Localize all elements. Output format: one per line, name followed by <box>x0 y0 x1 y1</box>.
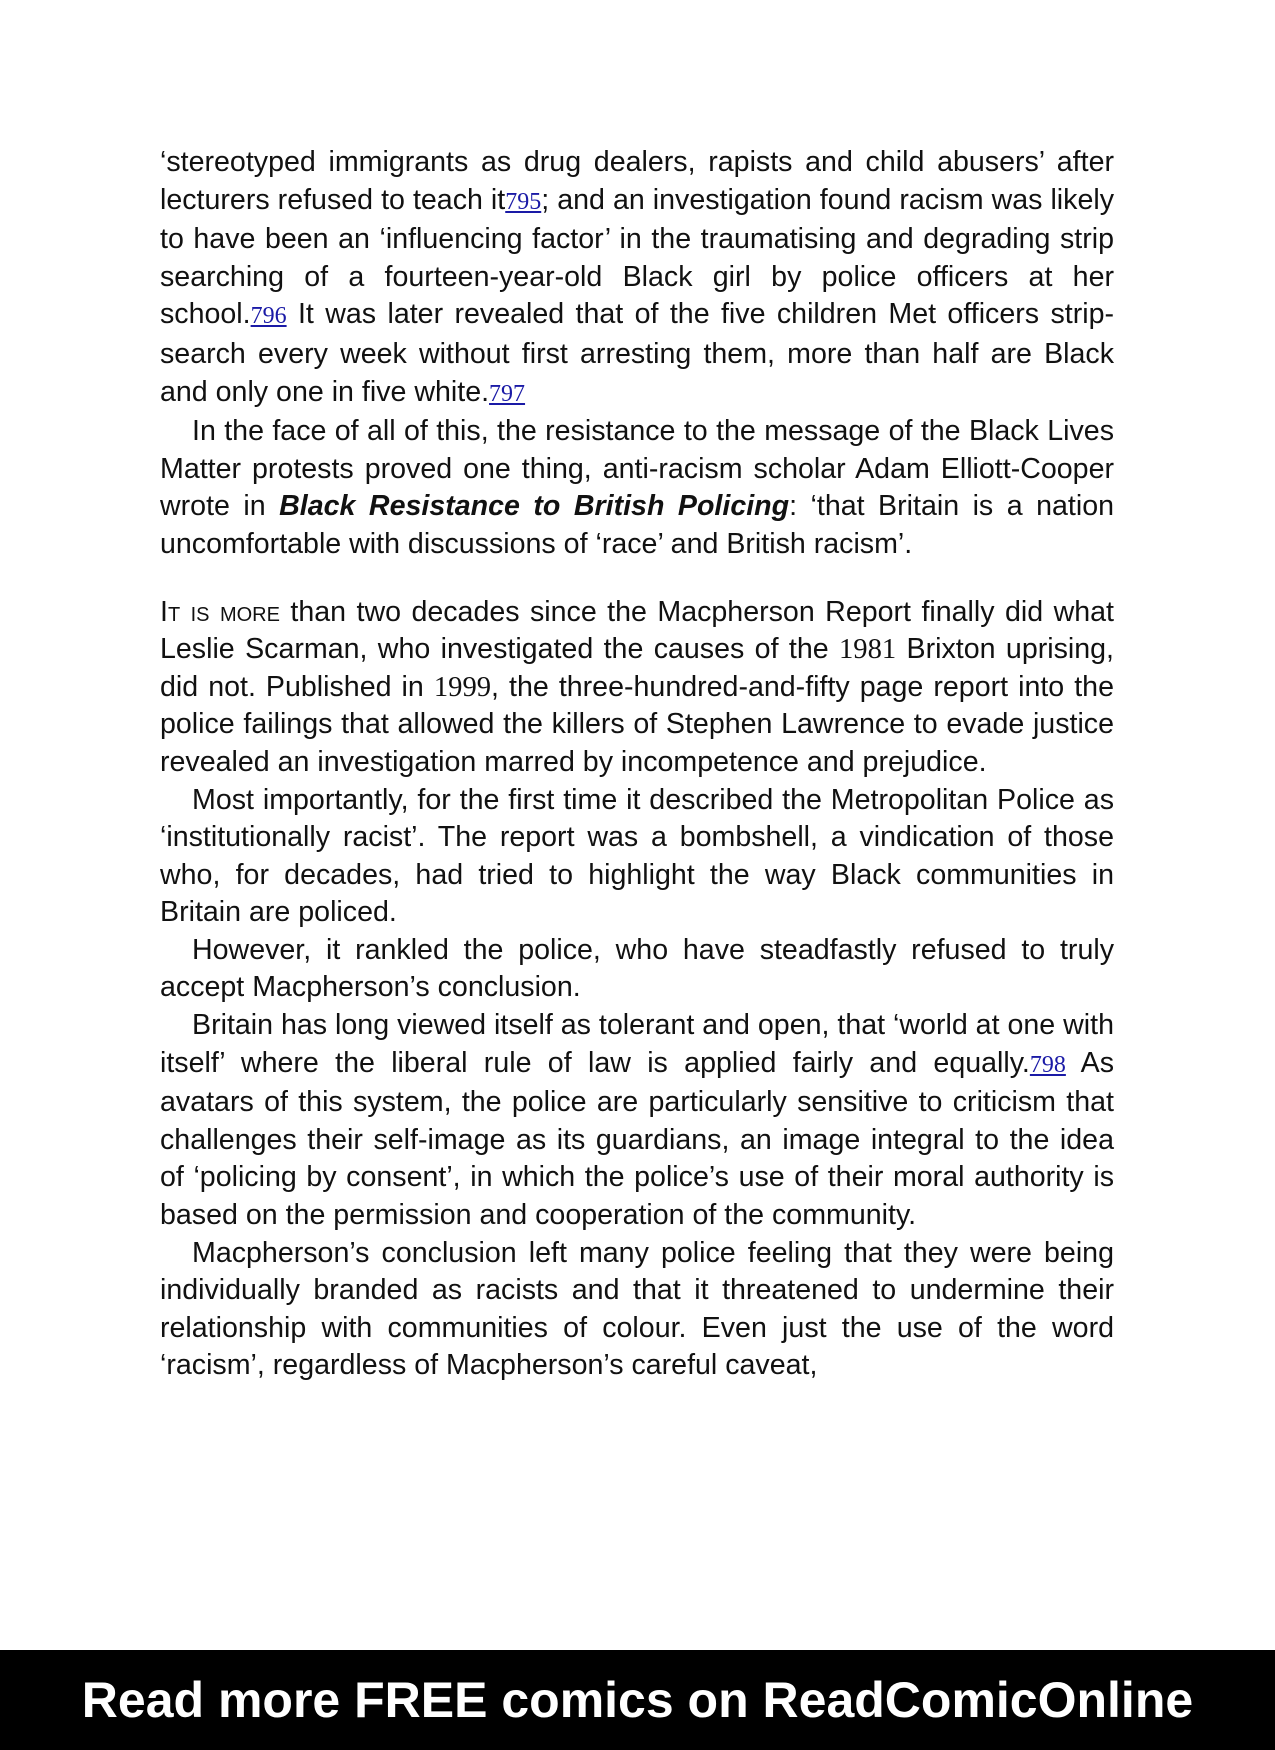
text: than two decades since the Macpherson Report finally did what Leslie Scarman, who investigated the causes of the <box>160 595 1114 666</box>
year-1999: 1999 <box>433 671 492 703</box>
text: ; and an investigation found racism was likely to have been an ‘influencing factor’ in the traumatising and degrading strip searching of a fourteen-year-old Black girl by police officers at her school. <box>160 183 1114 331</box>
text: Brixton uprising, did not. Published in <box>160 633 1114 703</box>
text: It was later revealed that of the five children Met officers strip-search every week without first arresting them, more than half are Black and only one in five white. <box>160 298 1114 408</box>
section-lead-in: It is more <box>160 595 280 628</box>
text: Britain has long viewed itself as tolerant and open, that ‘world at one with itself’ where the liberal rule of law is applied fairly and equally. <box>160 1009 1114 1079</box>
paragraph-3 <box>160 594 1114 782</box>
paragraph-5: However, it rankled the police, who have steadfastly refused to truly accept Macpherson’s conclusion. <box>160 933 1114 1004</box>
book-title: Black Resistance to British Policing <box>279 490 790 523</box>
text: ‘stereotyped immigrants as drug dealers, rapists and child abusers’ after lecturers refused to teach it <box>160 146 1114 216</box>
footnote-link-796[interactable]: 796 <box>250 303 287 330</box>
footnote-link-795[interactable]: 795 <box>505 188 542 215</box>
page-body <box>160 144 1114 1385</box>
footnote-link-797[interactable]: 797 <box>489 380 526 407</box>
paragraph-1 <box>160 144 1114 413</box>
paragraph-6 <box>160 1007 1114 1235</box>
text: As avatars of this system, the police are particularly sensitive to criticism that challenges their self-image as its guardians, an image integral to the idea of ‘policing by consent’, in which the police’s use of their moral authority is based on the permission and cooperation of the community. <box>160 1046 1114 1232</box>
paragraph-7: Macpherson’s conclusion left many police feeling that they were being individually branded as racists and that it threatened to undermine their relationship with communities of colour. Even just the use of the word ‘racism’, regardless of Macpherson’s careful caveat, <box>160 1236 1114 1382</box>
text: , the three-hundred-and-fifty page report into the police failings that allowed the killers of Stephen Lawrence to evade justice revealed an investigation marred by incompetence and prejudice. <box>160 670 1114 778</box>
paragraph-2 <box>160 413 1114 563</box>
text: In the face of all of this, the resistance to the message of the Black Lives Matter protests proved one thing, anti-racism scholar Adam Elliott-Cooper wrote in <box>160 415 1114 523</box>
text: : ‘that Britain is a nation uncomfortable with discussions of ‘race’ and British racism’. <box>160 490 1114 560</box>
paragraph-4: Most importantly, for the first time it described the Metropolitan Police as ‘institutionally racist’. The report was a bombshell, a vindication of those who, for decades, had tried to highlight the way Black communities in Britain are policed. <box>160 783 1114 929</box>
promo-banner[interactable]: Read more FREE comics on ReadComicOnline <box>0 1650 1275 1750</box>
year-1981: 1981 <box>839 634 897 666</box>
footnote-link-798[interactable]: 798 <box>1029 1051 1066 1078</box>
